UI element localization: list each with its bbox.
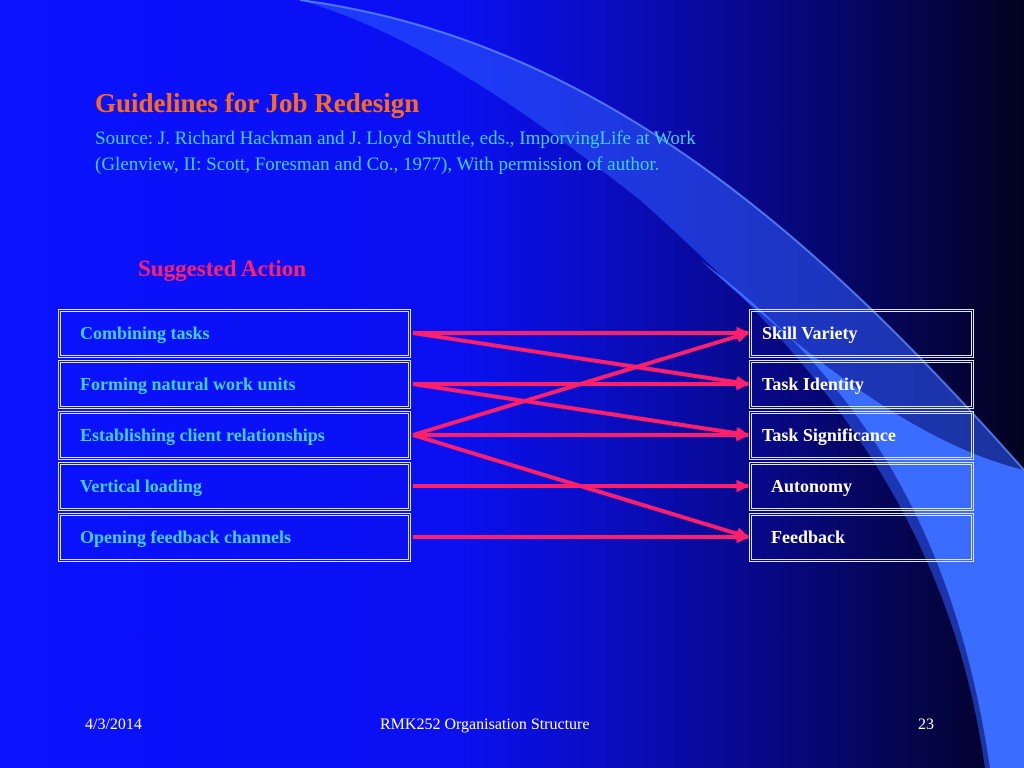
action-label: Combining tasks <box>80 323 210 343</box>
source-line-1: Source: J. Richard Hackman and J. Lloyd Shuttle, eds., ImporvingLife at Work <box>95 128 696 149</box>
slide-title: Guidelines for Job Redesign <box>95 88 420 118</box>
dimension-label: Task Significance <box>762 425 896 445</box>
dimension-box-autonomy <box>749 462 974 511</box>
action-box-feedback-channels <box>58 513 411 562</box>
action-label: Establishing client relationships <box>80 425 325 445</box>
action-label: Forming natural work units <box>80 374 296 394</box>
action-box-client-relationships <box>58 411 411 460</box>
dimension-label: Feedback <box>771 527 845 547</box>
dimension-label: Autonomy <box>771 476 853 496</box>
dimension-label: Skill Variety <box>762 323 858 343</box>
footer-date: 4/3/2014 <box>85 716 142 733</box>
source-citation <box>95 126 855 178</box>
source-line-2: (Glenview, II: Scott, Foresman and Co., 1977), With permission of author. <box>95 154 660 175</box>
suggested-action-heading: Suggested Action <box>138 256 307 281</box>
action-label: Vertical loading <box>80 476 202 496</box>
action-box-natural-work-units <box>58 360 411 409</box>
dimension-box-feedback <box>749 513 974 562</box>
action-box-combining-tasks <box>58 309 411 358</box>
dimension-box-task-significance <box>749 411 974 460</box>
dimension-label: Task Identity <box>762 374 864 394</box>
dimension-box-skill-variety <box>749 309 974 358</box>
action-label: Opening feedback channels <box>80 527 292 547</box>
action-box-vertical-loading <box>58 462 411 511</box>
footer-page-number: 23 <box>918 716 934 733</box>
footer-course-title: RMK252 Organisation Structure <box>380 716 590 733</box>
dimension-box-task-identity <box>749 360 974 409</box>
